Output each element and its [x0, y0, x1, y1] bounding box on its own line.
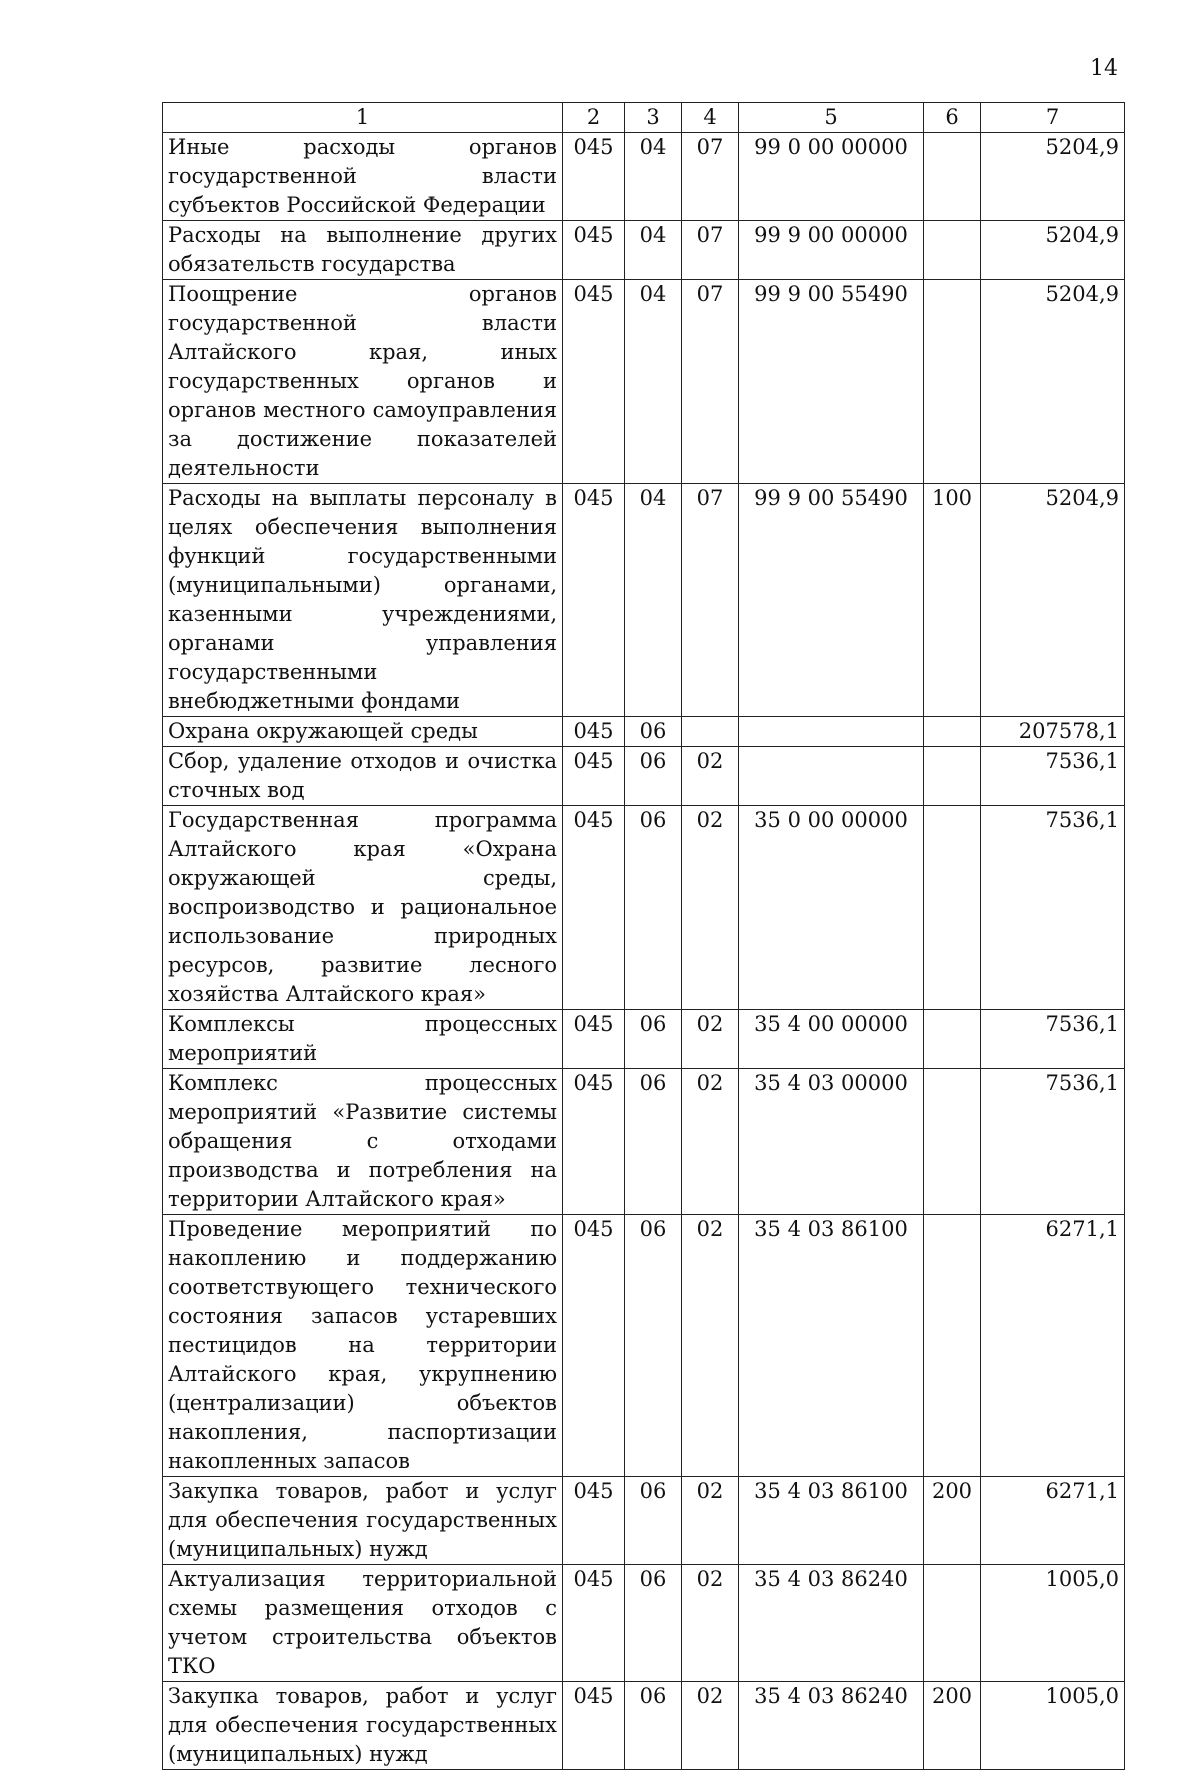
table-row: [163, 1215, 1125, 1477]
row-name-cell: Государственная программа Алтайского края «Охрана окружающей среды, воспроизводство и рациональное использование природных ресурсов, развитие лесного хозяйства Алтайского края»: [163, 806, 563, 1010]
table-row: [163, 484, 1125, 717]
subsection-code-cell: 02: [682, 1565, 739, 1682]
table-row: [163, 133, 1125, 221]
section-code-cell: 04: [625, 133, 682, 221]
admin-code-cell: 045: [563, 221, 625, 280]
row-name-cell: Комплекс процессных мероприятий «Развитие системы обращения с отходами производства и потребления на территории Алтайского края»: [163, 1069, 563, 1215]
section-code-cell: 04: [625, 280, 682, 484]
table-row: [163, 280, 1125, 484]
admin-code-cell: 045: [563, 1215, 625, 1477]
header-col-5: 5: [739, 103, 924, 133]
subsection-code-cell: 02: [682, 1069, 739, 1215]
admin-code-cell: 045: [563, 1565, 625, 1682]
admin-code-cell: 045: [563, 1010, 625, 1069]
amount-cell: 7536,1: [981, 806, 1125, 1010]
subsection-code-cell: 02: [682, 747, 739, 806]
header-col-7: 7: [981, 103, 1125, 133]
target-article-cell: 35 4 03 86240: [739, 1565, 924, 1682]
expense-type-cell: [924, 806, 981, 1010]
table-row: [163, 221, 1125, 280]
section-code-cell: 06: [625, 1477, 682, 1565]
row-name-cell: Закупка товаров, работ и услуг для обеспечения государственных (муниципальных) нужд: [163, 1477, 563, 1565]
admin-code-cell: 045: [563, 280, 625, 484]
admin-code-cell: 045: [563, 1682, 625, 1770]
amount-cell: 5204,9: [981, 133, 1125, 221]
expense-type-cell: [924, 1069, 981, 1215]
expense-type-cell: [924, 280, 981, 484]
expense-type-cell: [924, 717, 981, 747]
amount-cell: 1005,0: [981, 1565, 1125, 1682]
expense-type-cell: [924, 133, 981, 221]
row-name-cell: Охрана окружающей среды: [163, 717, 563, 747]
admin-code-cell: 045: [563, 806, 625, 1010]
subsection-code-cell: 02: [682, 806, 739, 1010]
header-col-4: 4: [682, 103, 739, 133]
subsection-code-cell: 07: [682, 133, 739, 221]
section-code-cell: 06: [625, 1215, 682, 1477]
row-name-cell: Поощрение органов государственной власти Алтайского края, иных государственных органов и органов местного самоуправления за достижение показателей деятельности: [163, 280, 563, 484]
header-col-2: 2: [563, 103, 625, 133]
expense-type-cell: [924, 1215, 981, 1477]
section-code-cell: 06: [625, 717, 682, 747]
subsection-code-cell: [682, 717, 739, 747]
admin-code-cell: 045: [563, 747, 625, 806]
row-name-cell: Актуализация территориальной схемы размещения отходов с учетом строительства объектов ТКО: [163, 1565, 563, 1682]
target-article-cell: 35 4 03 86240: [739, 1682, 924, 1770]
expense-type-cell: [924, 1010, 981, 1069]
expense-type-cell: 200: [924, 1682, 981, 1770]
row-name-cell: Закупка товаров, работ и услуг для обеспечения государственных (муниципальных) нужд: [163, 1682, 563, 1770]
page-number: 14: [1090, 56, 1118, 81]
amount-cell: 6271,1: [981, 1215, 1125, 1477]
amount-cell: 207578,1: [981, 717, 1125, 747]
row-name-cell: Иные расходы органов государственной власти субъектов Российской Федерации: [163, 133, 563, 221]
row-name-cell: Сбор, удаление отходов и очистка сточных вод: [163, 747, 563, 806]
amount-cell: 6271,1: [981, 1477, 1125, 1565]
row-name-cell: Расходы на выполнение других обязательств государства: [163, 221, 563, 280]
table-row: [163, 1565, 1125, 1682]
amount-cell: 5204,9: [981, 280, 1125, 484]
subsection-code-cell: 07: [682, 221, 739, 280]
table-row: [163, 1682, 1125, 1770]
target-article-cell: [739, 747, 924, 806]
target-article-cell: 35 4 03 86100: [739, 1215, 924, 1477]
target-article-cell: 35 0 00 00000: [739, 806, 924, 1010]
section-code-cell: 06: [625, 1069, 682, 1215]
section-code-cell: 06: [625, 1010, 682, 1069]
header-col-6: 6: [924, 103, 981, 133]
table-header-row: [163, 103, 1125, 133]
table-row: [163, 1477, 1125, 1565]
amount-cell: 7536,1: [981, 1010, 1125, 1069]
admin-code-cell: 045: [563, 1069, 625, 1215]
target-article-cell: 99 9 00 00000: [739, 221, 924, 280]
expense-type-cell: 200: [924, 1477, 981, 1565]
expense-type-cell: [924, 221, 981, 280]
target-article-cell: 99 9 00 55490: [739, 280, 924, 484]
admin-code-cell: 045: [563, 1477, 625, 1565]
admin-code-cell: 045: [563, 717, 625, 747]
subsection-code-cell: 07: [682, 484, 739, 717]
subsection-code-cell: 07: [682, 280, 739, 484]
budget-table: [162, 102, 1125, 1770]
header-col-3: 3: [625, 103, 682, 133]
section-code-cell: 04: [625, 484, 682, 717]
table-row: [163, 806, 1125, 1010]
section-code-cell: 06: [625, 1565, 682, 1682]
amount-cell: 5204,9: [981, 221, 1125, 280]
section-code-cell: 06: [625, 806, 682, 1010]
amount-cell: 7536,1: [981, 747, 1125, 806]
amount-cell: 5204,9: [981, 484, 1125, 717]
expense-type-cell: [924, 1565, 981, 1682]
target-article-cell: 99 0 00 00000: [739, 133, 924, 221]
subsection-code-cell: 02: [682, 1010, 739, 1069]
amount-cell: 1005,0: [981, 1682, 1125, 1770]
expense-type-cell: 100: [924, 484, 981, 717]
section-code-cell: 06: [625, 747, 682, 806]
target-article-cell: 35 4 00 00000: [739, 1010, 924, 1069]
expense-type-cell: [924, 747, 981, 806]
row-name-cell: Расходы на выплаты персоналу в целях обеспечения выполнения функций государственными (муниципальными) органами, казенными учреждениями, органами управления государственными внебюджетными фондами: [163, 484, 563, 717]
amount-cell: 7536,1: [981, 1069, 1125, 1215]
target-article-cell: 99 9 00 55490: [739, 484, 924, 717]
admin-code-cell: 045: [563, 133, 625, 221]
row-name-cell: Комплексы процессных мероприятий: [163, 1010, 563, 1069]
section-code-cell: 04: [625, 221, 682, 280]
target-article-cell: 35 4 03 00000: [739, 1069, 924, 1215]
table-row: [163, 747, 1125, 806]
target-article-cell: 35 4 03 86100: [739, 1477, 924, 1565]
target-article-cell: [739, 717, 924, 747]
table-row: [163, 1010, 1125, 1069]
table-row: [163, 717, 1125, 747]
table-row: [163, 1069, 1125, 1215]
row-name-cell: Проведение мероприятий по накоплению и поддержанию соответствующего технического состояния запасов устаревших пестицидов на территории Алтайского края, укрупнению (централизации) объектов накопления, паспортизации накопленных запасов: [163, 1215, 563, 1477]
subsection-code-cell: 02: [682, 1682, 739, 1770]
subsection-code-cell: 02: [682, 1215, 739, 1477]
section-code-cell: 06: [625, 1682, 682, 1770]
admin-code-cell: 045: [563, 484, 625, 717]
header-col-1: 1: [163, 103, 563, 133]
subsection-code-cell: 02: [682, 1477, 739, 1565]
